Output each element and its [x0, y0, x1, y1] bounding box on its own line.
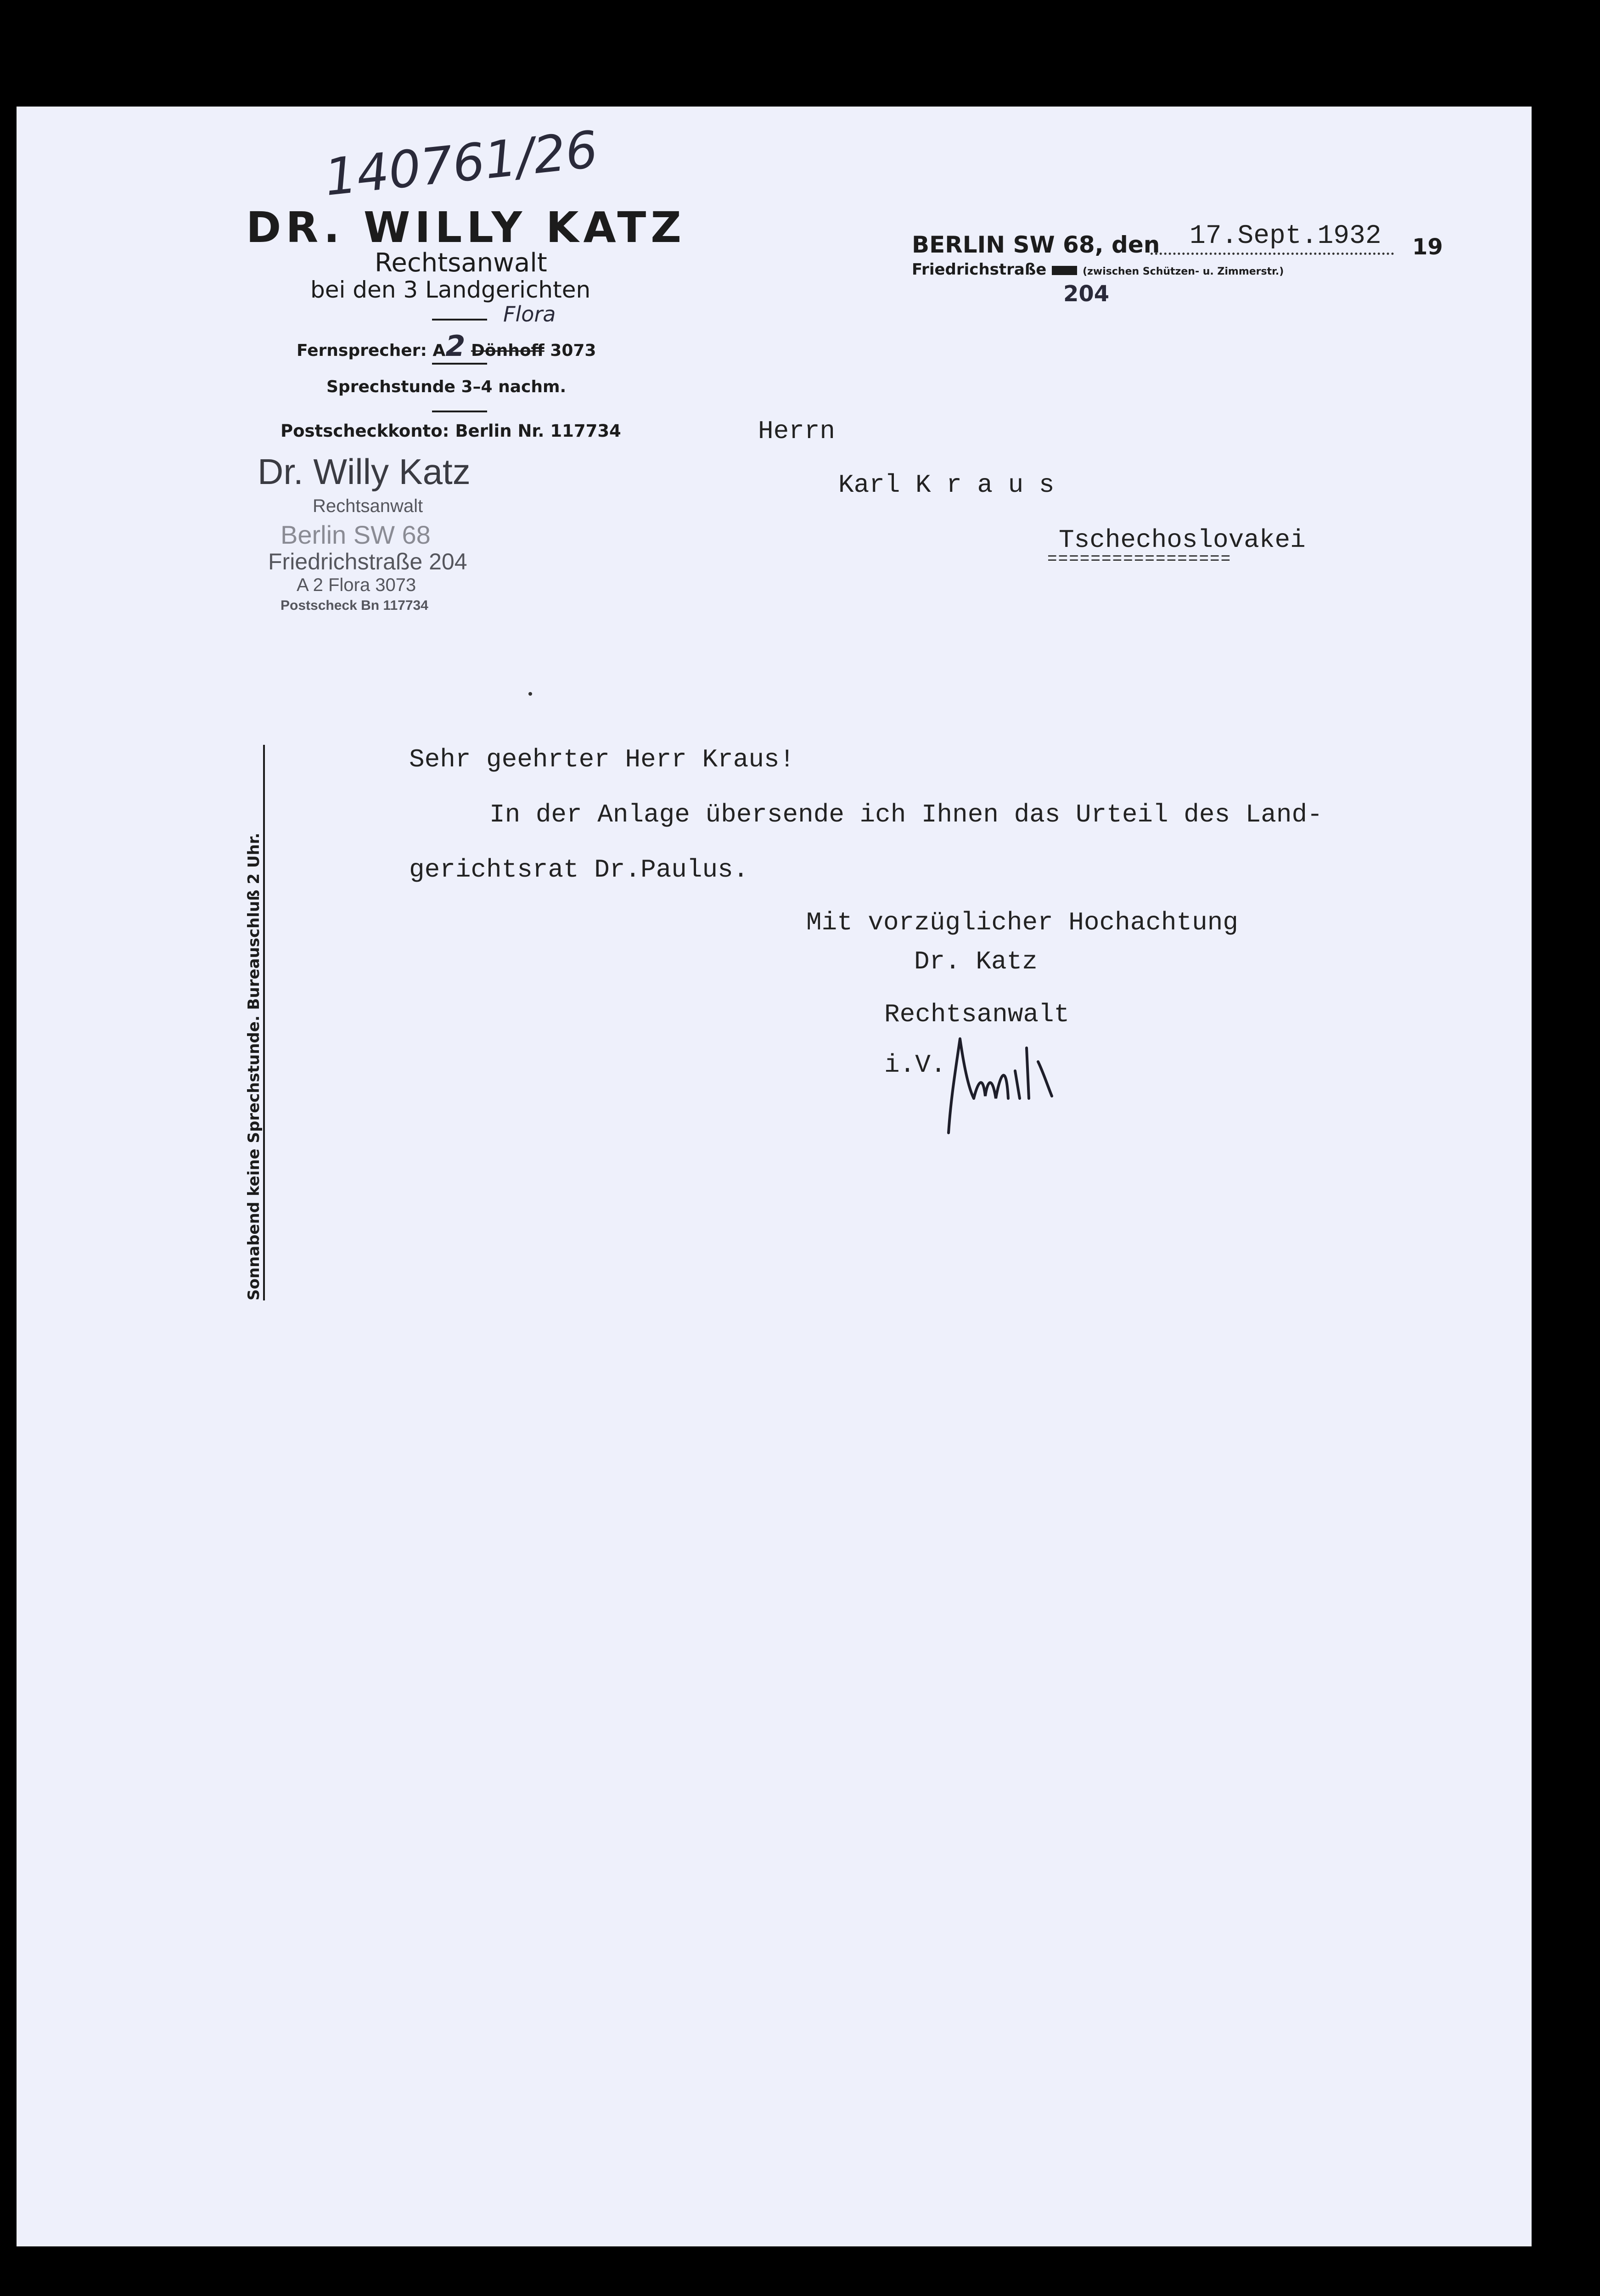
year-suffix: 19	[1412, 234, 1443, 260]
letter-date: 17.Sept.1932	[1190, 221, 1381, 251]
archive-number: 140761/26	[321, 120, 601, 207]
side-note-rule	[263, 745, 265, 1300]
stamp-city: Berlin SW 68	[281, 520, 431, 549]
greeting: Sehr geehrter Herr Kraus!	[409, 745, 795, 774]
phone-hand-exchange: Flora	[503, 302, 556, 326]
phone-number: 3073	[550, 341, 596, 360]
letterhead-court: bei den 3 Landgerichten	[310, 276, 591, 303]
letterhead-divider	[432, 363, 487, 365]
place-street: Friedrichstraße	[912, 260, 1047, 279]
hand-house-number: 204	[1063, 281, 1110, 307]
letterhead-profession: Rechtsanwalt	[375, 248, 547, 278]
letter-sheet	[17, 107, 1532, 2246]
phone-struck: Dönhoff	[471, 341, 545, 360]
recipient-name: Karl K r a u s	[838, 470, 1055, 500]
phone-prefix: A	[432, 341, 446, 360]
place-city: BERLIN SW 68, den	[912, 231, 1160, 258]
stamp-profession: Rechtsanwalt	[313, 496, 423, 516]
date-dotted-line	[1151, 253, 1394, 255]
stamp-name: Dr. Willy Katz	[258, 451, 471, 492]
stamp-street: Friedrichstraße 204	[268, 549, 467, 574]
place-between: (zwischen Schützen- u. Zimmerstr.)	[1083, 266, 1284, 277]
phone-hand-digit: 2	[445, 329, 466, 363]
closing: Mit vorzüglicher Hochachtung	[806, 908, 1238, 937]
fold-mark	[528, 692, 532, 696]
signer-title: Rechtsanwalt	[884, 1000, 1070, 1029]
postal-account: Postscheckkonto: Berlin Nr. 117734	[281, 421, 621, 441]
handwritten-signature	[942, 1030, 1070, 1140]
stamp-postal: Postscheck Bn 117734	[281, 598, 428, 613]
body-line-1: In der Anlage übersende ich Ihnen das Urteil des Land-	[489, 800, 1323, 829]
letterhead-name: DR. WILLY KATZ	[246, 203, 686, 252]
phone-line	[297, 329, 596, 363]
recipient-country: Tschechoslovakei	[1059, 525, 1306, 555]
signer: Dr. Katz	[914, 947, 1038, 976]
office-hours: Sprechstunde 3–4 nachm.	[326, 377, 567, 396]
iv-mark: i.V.	[884, 1050, 946, 1080]
side-note: Sonnabend keine Sprechstunde. Bureauschluß 2 Uhr.	[245, 833, 263, 1300]
phone-label: Fernsprecher:	[297, 341, 427, 360]
recipient-underline: =================	[1047, 550, 1232, 568]
letterhead-divider	[432, 411, 487, 412]
letterhead-divider	[432, 319, 487, 321]
struck-house-number	[1052, 266, 1077, 275]
place-street-line	[912, 260, 1284, 279]
stamp-phone: A 2 Flora 3073	[297, 575, 416, 595]
recipient-salutation: Herrn	[758, 416, 836, 446]
body-line-2: gerichtsrat Dr.Paulus.	[409, 855, 749, 884]
